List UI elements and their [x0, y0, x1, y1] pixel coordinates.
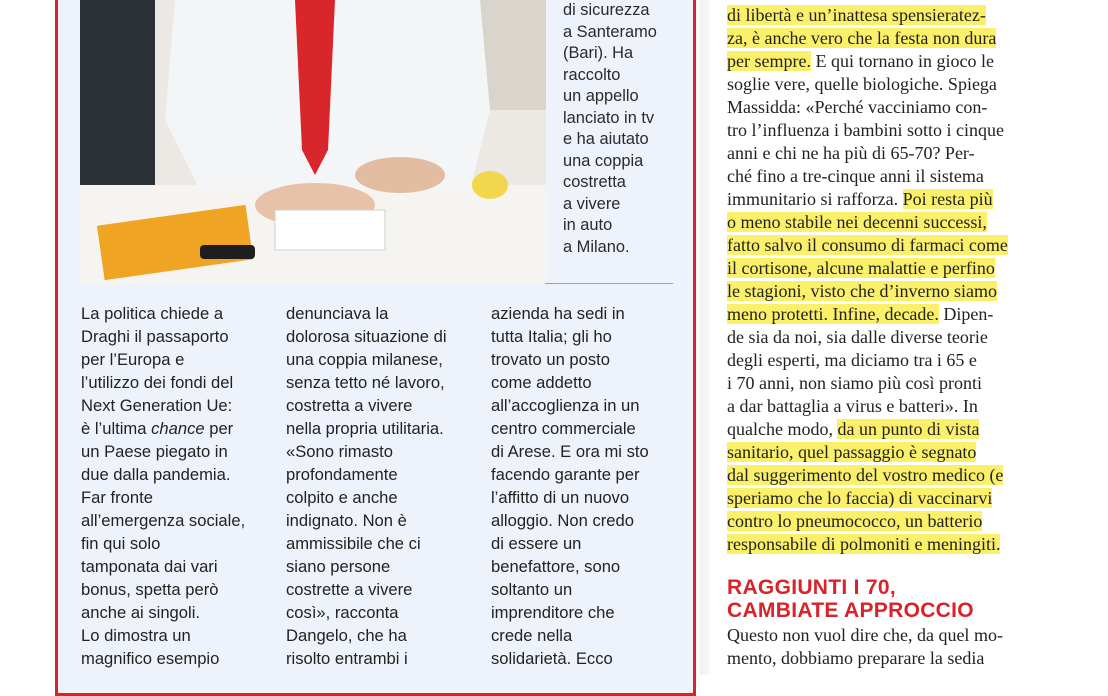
caption-line: a Santeramo: [563, 22, 657, 41]
text-line: Massidda: «Perché vacciniamo con-: [727, 97, 988, 117]
caption-line: a vivere: [563, 194, 621, 213]
highlighted-text: da un punto di vista: [837, 419, 980, 439]
text-line: a dar battaglia a virus e batteri». In: [727, 396, 978, 416]
photo-illustration: [80, 0, 546, 284]
text-line: [727, 4, 1039, 27]
text-line: [727, 510, 1039, 533]
heading-line: RAGGIUNTI I 70,: [727, 576, 897, 599]
article-column-2: [286, 302, 476, 670]
text-line: costrette a vivere: [286, 580, 413, 599]
text-line: [727, 303, 1039, 326]
text-line: [727, 211, 1039, 234]
text-line: siano persone: [286, 557, 391, 576]
caption-rule: [545, 283, 673, 284]
text-line: un Paese piegato in: [81, 442, 228, 461]
main-article-column: [727, 4, 1039, 556]
text-line: [727, 50, 1039, 73]
text-line: benefattore, sono: [491, 557, 621, 576]
text-line: trovato un posto: [491, 350, 611, 369]
photo-caption: [563, 0, 683, 258]
text-line: de sia da noi, sia dalle diverse teorie: [727, 327, 988, 347]
highlighted-text: dal suggerimento del vostro medico (e: [727, 465, 1004, 485]
text-line: dolorosa situazione di: [286, 327, 447, 346]
text-line: [727, 257, 1039, 280]
text-line: soltanto un: [491, 580, 573, 599]
text-line: [727, 418, 1039, 441]
text-line: ché fino a tre-cinque anni il sistema: [727, 166, 984, 186]
text-line: azienda ha sedi in: [491, 304, 625, 323]
text-line: [727, 533, 1039, 556]
text-line: mento, dobbiamo preparare la sedia: [727, 648, 985, 668]
text-line: indignato. Non è: [286, 511, 407, 530]
article-column-1: [81, 302, 271, 670]
text-line: di Arese. E ora mi sto: [491, 442, 649, 461]
article-column-3: [491, 302, 681, 670]
caption-line: un appello: [563, 87, 639, 105]
highlighted-text: sanitario, quel passaggio è segnato: [727, 442, 977, 462]
italic-word: chance: [151, 419, 205, 438]
text-line: «Sono rimasto: [286, 442, 393, 461]
text-line: anni e chi ne ha più di 65-70? Per-: [727, 143, 975, 163]
text-line: di essere un: [491, 534, 582, 553]
text-line: all’emergenza sociale,: [81, 511, 246, 530]
text-line: ammissibile che ci: [286, 534, 421, 553]
text-line: i 70 anni, non siamo più così pronti: [727, 373, 982, 393]
text-fragment: è l’ultima: [81, 419, 152, 438]
text-line: centro commerciale: [491, 419, 636, 438]
text-line: [727, 280, 1039, 303]
highlighted-text: di libertà e un’inattesa spensieratez-: [727, 5, 986, 25]
text-line: anche ai singoli.: [81, 603, 201, 622]
caption-line: in auto: [563, 216, 613, 234]
article-photo: [80, 0, 546, 284]
highlighted-text: za, è anche vero che la festa non dura: [727, 28, 997, 48]
text-line: profondamente: [286, 465, 398, 484]
text-fragment: E qui tornano in gioco le: [810, 51, 994, 71]
text-fragment: Dipen-: [938, 304, 994, 324]
highlighted-text: responsabile di polmoniti e meningiti.: [727, 534, 1001, 554]
text-fragment: immunitario si rafforza.: [727, 189, 903, 209]
text-line: fin qui solo: [81, 534, 161, 553]
text-line: nella propria utilitaria.: [286, 419, 444, 438]
text-line: Lo dimostra un: [81, 626, 191, 645]
text-line: senza tetto né lavoro,: [286, 373, 445, 392]
text-line: tro l’influenza i bambini sotto i cinque: [727, 120, 1004, 140]
highlighted-text: meno protetti. Infine, decade.: [727, 304, 939, 324]
page-gutter: [700, 0, 710, 675]
caption-line: una coppia: [563, 151, 644, 170]
text-line: Draghi il passaporto: [81, 327, 229, 346]
text-line: [727, 234, 1039, 257]
text-line: degli esperti, ma diciamo tra i 65 e: [727, 350, 977, 370]
text-line: [727, 464, 1039, 487]
text-line: solidarietà. Ecco: [491, 649, 613, 668]
caption-line: lanciato in tv: [563, 108, 655, 127]
text-line: una coppia milanese,: [286, 350, 443, 369]
text-line: costretta a vivere: [286, 396, 413, 415]
text-line: l’utilizzo dei fondi del: [81, 373, 234, 392]
text-line: tutta Italia; gli ho: [491, 327, 612, 346]
caption-line: a Milano.: [563, 237, 630, 256]
highlighted-text: o meno stabile nei decenni successi,: [727, 212, 987, 232]
text-line: alloggio. Non credo: [491, 511, 634, 530]
text-line: soglie vere, quelle biologiche. Spiega: [727, 74, 997, 94]
highlighted-text: contro lo pneumococco, un batterio: [727, 511, 983, 531]
text-line: [727, 188, 1039, 211]
text-line: Far fronte: [81, 488, 153, 507]
text-line: [81, 417, 271, 440]
text-line: [727, 27, 1039, 50]
text-line: due dalla pandemia.: [81, 465, 231, 484]
text-line: [727, 487, 1039, 510]
main-article-continuation: [727, 624, 1039, 670]
highlighted-text: per sempre.: [727, 51, 811, 71]
caption-line: di sicurezza: [563, 1, 650, 19]
highlighted-text: speriamo che lo faccia) di vaccinarvi: [727, 488, 993, 508]
text-line: all’accoglienza in un: [491, 396, 640, 415]
highlighted-text: il cortisone, alcune malattie e perfino: [727, 258, 995, 278]
text-line: così», racconta: [286, 603, 399, 622]
text-line: l’affitto di un nuovo: [491, 488, 630, 507]
caption-line: (Bari). Ha: [563, 44, 634, 62]
text-line: Dangelo, che ha: [286, 626, 407, 645]
section-heading: [727, 576, 1047, 622]
text-line: per l’Europa e: [81, 350, 185, 369]
heading-line: CAMBIATE APPROCCIO: [727, 599, 974, 622]
highlighted-text: le stagioni, visto che d’inverno siamo: [727, 281, 997, 301]
highlighted-text: fatto salvo il consumo di farmaci come: [727, 235, 1008, 255]
text-line: crede nella: [491, 626, 573, 645]
text-line: tamponata dai vari: [81, 557, 218, 576]
text-line: come addetto: [491, 373, 592, 392]
caption-line: e ha aiutato: [563, 130, 649, 148]
text-line: risolto entrambi i: [286, 649, 408, 668]
text-line: Next Generation Ue:: [81, 396, 233, 415]
text-line: magnifico esempio: [81, 649, 220, 668]
text-line: denunciava la: [286, 304, 389, 323]
text-line: colpito e anche: [286, 488, 398, 507]
text-fragment: qualche modo,: [727, 419, 838, 439]
caption-line: costretta: [563, 173, 626, 191]
text-line: bonus, spetta però: [81, 580, 219, 599]
text-line: facendo garante per: [491, 465, 640, 484]
text-fragment: per: [204, 419, 234, 438]
highlighted-text: Poi resta più: [902, 189, 993, 209]
text-line: imprenditore che: [491, 603, 615, 622]
text-line: [727, 441, 1039, 464]
text-line: La politica chiede a: [81, 304, 224, 323]
text-line: Questo non vuol dire che, da quel mo-: [727, 625, 1003, 645]
caption-line: raccolto: [563, 65, 621, 84]
